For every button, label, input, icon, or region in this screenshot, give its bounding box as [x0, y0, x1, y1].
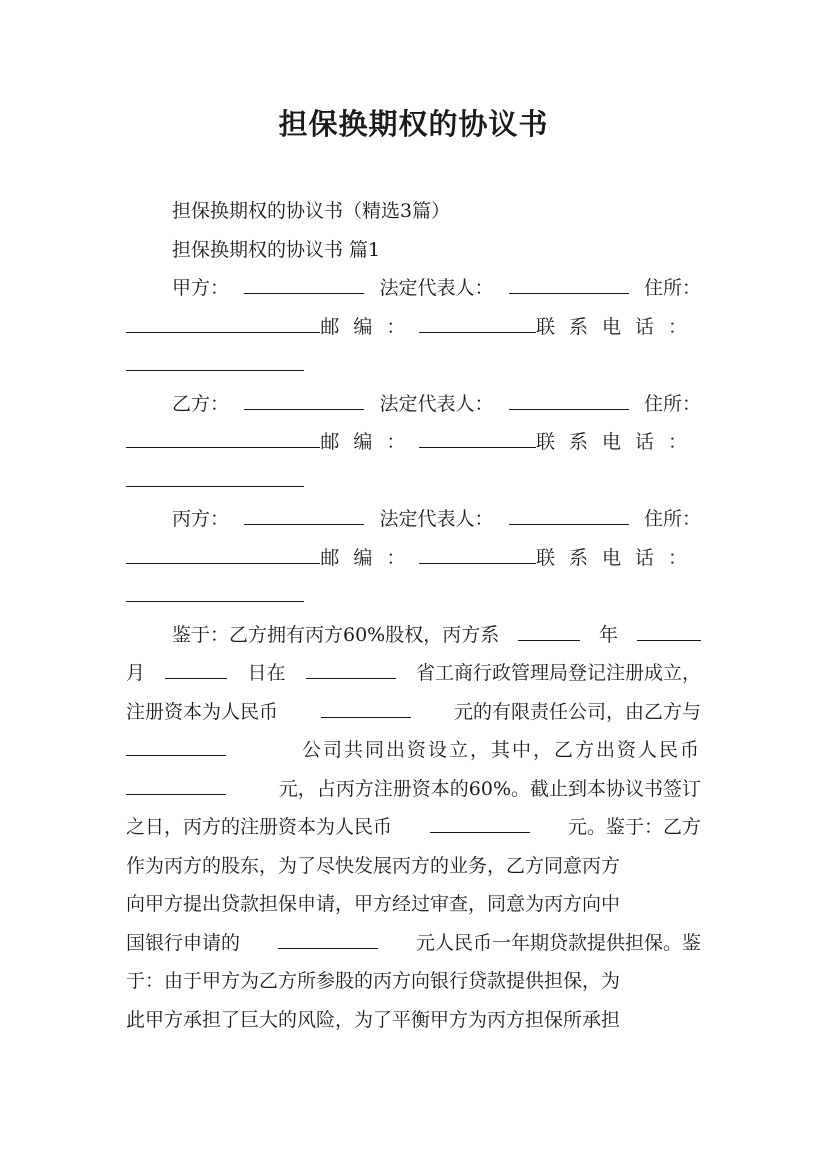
para-text: 公司共同出资设立，其中，乙方出资人民币	[301, 739, 701, 761]
para-line-9	[126, 924, 701, 963]
party-a-phone-blank	[126, 346, 304, 371]
para-text: 元。鉴于：乙方	[567, 816, 701, 838]
party-b-postcode-blank	[419, 423, 536, 448]
company-blank	[126, 731, 226, 756]
para-line-7: 作为丙方的股东，为了尽快发展丙方的业务，乙方同意丙方	[126, 854, 621, 877]
party-b-line-2	[126, 423, 701, 462]
party-b-line-1	[126, 385, 701, 424]
subtitle: 担保换期权的协议书（精选3篇）	[172, 200, 451, 222]
party-b-rep-blank	[509, 385, 629, 410]
party-a-line-3	[126, 346, 701, 385]
province-blank	[306, 654, 396, 679]
document-body	[126, 192, 701, 1039]
day-blank	[165, 654, 227, 679]
document-title: 担保换期权的协议书	[278, 107, 549, 141]
part-heading: 担保换期权的协议书 篇1	[172, 238, 381, 261]
party-a-rep-blank	[509, 269, 629, 294]
contribution-blank	[126, 770, 226, 795]
capital-blank	[321, 693, 411, 718]
para-text: 元人民币一年期贷款提供担保。鉴	[415, 931, 701, 954]
para-line-11: 此甲方承担了巨大的风险，为了平衡甲方为丙方担保所承担	[126, 1008, 621, 1031]
party-a-postcode-label: 邮编：	[320, 315, 420, 338]
party-a-rep-label: 法定代表人：	[379, 277, 494, 299]
party-b-label: 乙方：	[172, 392, 230, 415]
registered-capital-blank	[430, 808, 530, 833]
party-a-address-blank	[126, 308, 320, 333]
loan-amount-blank	[278, 924, 378, 949]
party-c-address-blank	[126, 539, 320, 564]
party-b-postcode-label: 邮编：	[320, 431, 420, 453]
party-c-address-label: 住所：	[643, 508, 701, 530]
para-line-4	[126, 731, 701, 770]
para-text: 元，占丙方注册资本的60%。截止到本协议书签订	[278, 777, 701, 800]
party-a-postcode-blank	[419, 308, 536, 333]
para-text: 月	[126, 662, 146, 684]
party-a-phone-label: 联系电话：	[535, 315, 701, 338]
party-c-phone-blank	[126, 577, 304, 602]
party-c-line-3	[126, 577, 701, 616]
party-a-line-2	[126, 308, 701, 347]
party-b-phone-blank	[126, 462, 304, 487]
party-c-line-1	[126, 500, 701, 539]
para-text: 之日，丙方的注册资本为人民币	[126, 816, 393, 838]
month-blank	[637, 616, 701, 641]
party-b-rep-label: 法定代表人：	[379, 392, 494, 415]
para-text: 注册资本为人民币	[126, 700, 279, 723]
party-a-name-blank	[244, 269, 364, 294]
para-text: 鉴于：乙方拥有丙方60%股权，丙方系	[172, 623, 500, 646]
party-b-line-3	[126, 462, 701, 501]
para-text: 日在	[247, 662, 286, 684]
para-text: 元的有限责任公司，由乙方与	[453, 700, 701, 723]
party-c-rep-blank	[509, 500, 629, 525]
year-blank	[518, 616, 580, 641]
party-b-name-blank	[244, 385, 364, 410]
para-line-1	[126, 616, 701, 655]
party-a-label: 甲方：	[172, 277, 230, 299]
party-c-rep-label: 法定代表人：	[379, 508, 494, 530]
party-b-address-label: 住所：	[643, 392, 701, 415]
party-b-address-blank	[126, 423, 320, 448]
party-a-address-label: 住所：	[643, 277, 701, 299]
para-line-3	[126, 693, 701, 732]
party-c-name-blank	[244, 500, 364, 525]
para-text: 年	[599, 623, 619, 646]
party-b-phone-label: 联系电话：	[535, 431, 701, 453]
para-text: 国银行申请的	[126, 931, 241, 954]
party-c-line-2	[126, 539, 701, 578]
para-line-6	[126, 808, 701, 847]
party-a-line-1	[126, 269, 701, 308]
para-line-8: 向甲方提出贷款担保申请，甲方经过审查，同意为丙方向中	[126, 893, 621, 915]
party-c-phone-label: 联系电话：	[535, 546, 701, 569]
para-line-2	[126, 654, 701, 693]
party-c-label: 丙方：	[172, 508, 230, 530]
party-c-postcode-blank	[419, 539, 536, 564]
para-line-5	[126, 770, 701, 809]
para-line-10: 于：由于甲方为乙方所参股的丙方向银行贷款提供担保，为	[126, 970, 621, 992]
para-text: 省工商行政管理局登记注册成立，	[415, 662, 701, 684]
party-c-postcode-label: 邮编：	[320, 546, 420, 569]
